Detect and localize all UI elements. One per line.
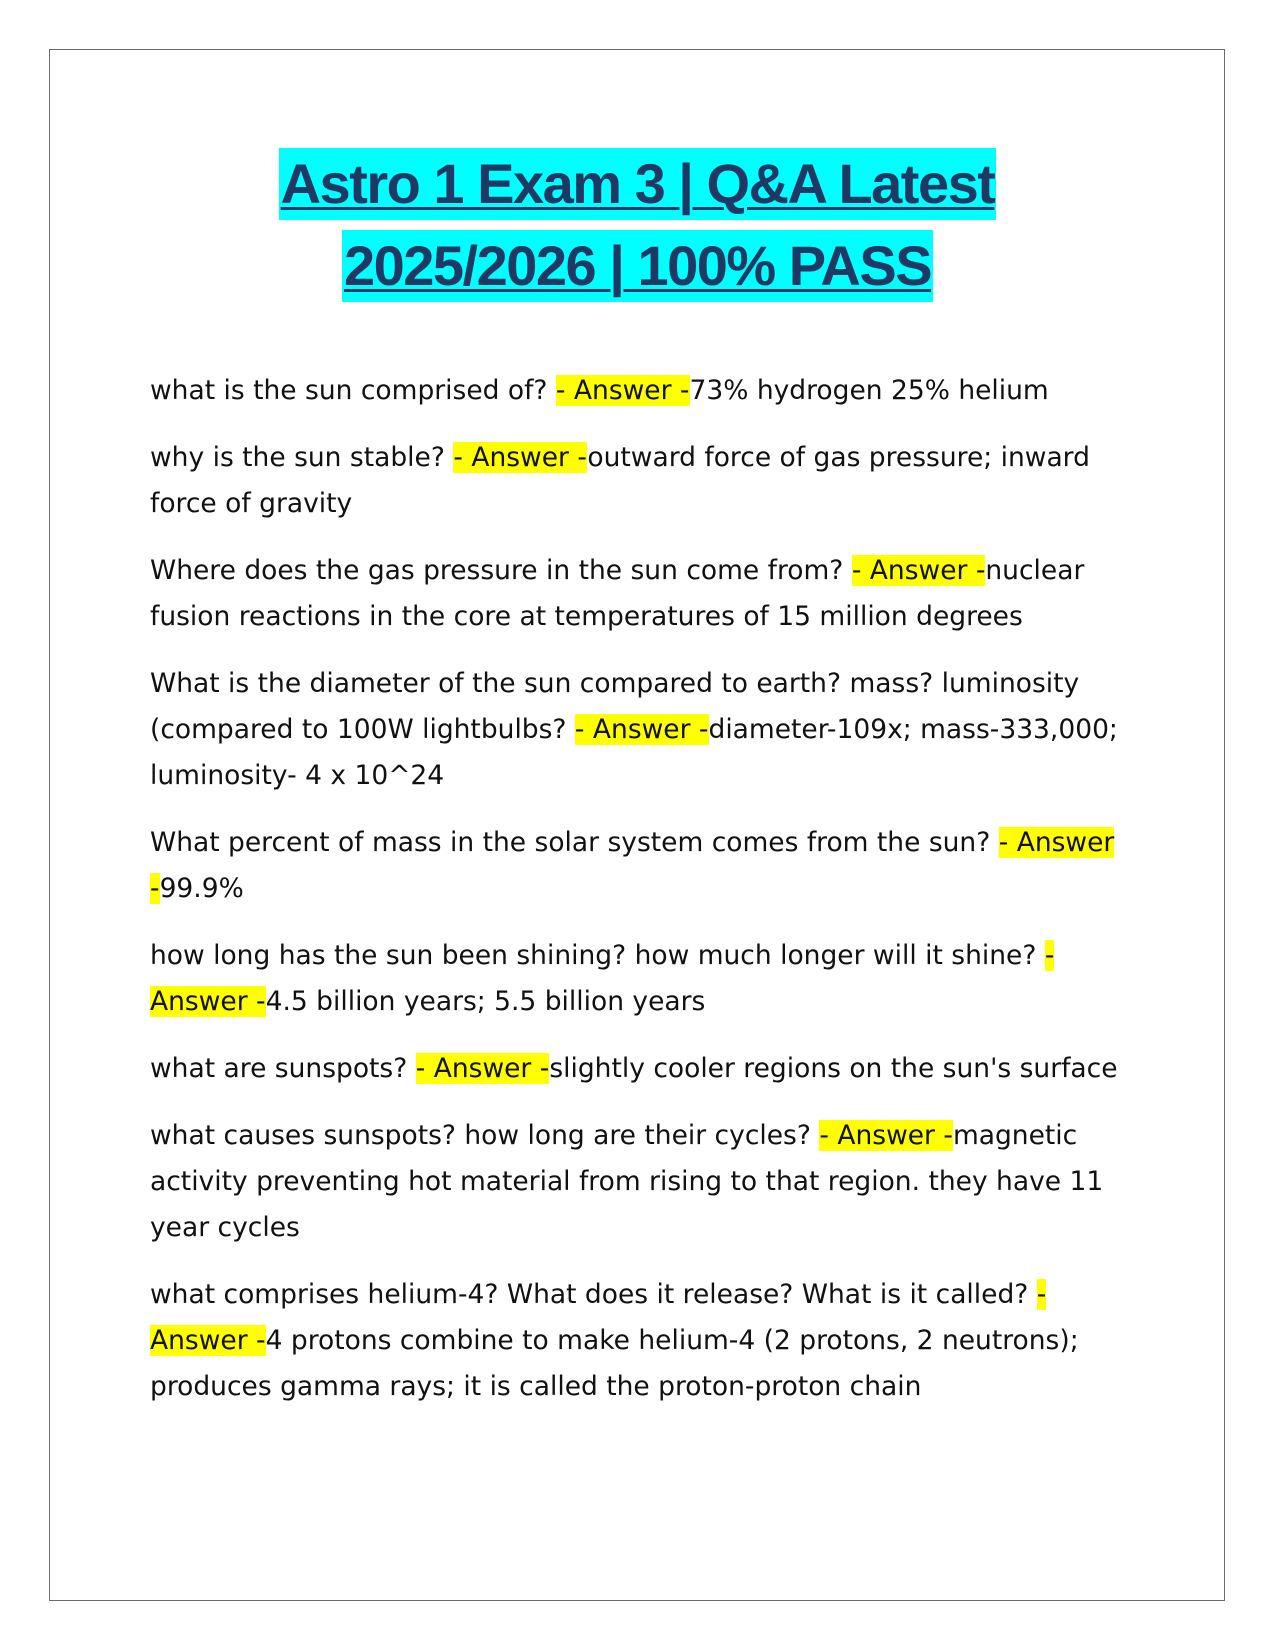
question-text: What is the diameter of the sun compared to earth? mass? luminosity (compared to 100W lightbulbs? [150, 668, 1080, 745]
answer-text: nuclear fusion reactions in the core at temperatures of 15 million degrees [150, 555, 1085, 632]
answer-marker: - Answer - [150, 827, 1115, 904]
qa-list [150, 368, 1130, 1431]
question-text: how long has the sun been shining? how much longer will it shine? [150, 940, 1045, 971]
answer-text: 4.5 billion years; 5.5 billion years [265, 986, 706, 1017]
answer-text: slightly cooler regions on the sun's surface [549, 1053, 1118, 1084]
qa-item [150, 368, 1130, 414]
title-line-1: Astro 1 Exam 3 | Q&A Latest [279, 148, 997, 220]
answer-marker: - Answer - [851, 555, 986, 586]
question-text: what is the sun comprised of? [150, 375, 556, 406]
answer-text: diameter-109x; mass-333,000; luminosity- 4 x 10^24 [150, 714, 1118, 791]
question-text: what causes sunspots? how long are their cycles? [150, 1120, 820, 1151]
answer-marker: - Answer - [150, 1279, 1047, 1356]
qa-item [150, 435, 1130, 527]
qa-item [150, 1272, 1130, 1410]
qa-item [150, 820, 1130, 912]
qa-item [150, 933, 1130, 1025]
qa-item [150, 661, 1130, 799]
answer-marker: - Answer - [819, 1120, 953, 1151]
answer-text: magnetic activity preventing hot material from rising to that region. they have 11 year cycles [150, 1120, 1104, 1243]
answer-text: outward force of gas pressure; inward force of gravity [150, 442, 1090, 519]
answer-marker: - Answer - [415, 1053, 550, 1084]
question-text: what are sunspots? [150, 1053, 416, 1084]
question-text: What percent of mass in the solar system comes from the sun? [150, 827, 999, 858]
question-text: why is the sun stable? [150, 442, 454, 473]
answer-marker: - Answer - [574, 714, 709, 745]
answer-marker: - Answer - [555, 375, 690, 406]
answer-marker: - Answer - [150, 940, 1055, 1017]
qa-item [150, 548, 1130, 640]
qa-item [150, 1113, 1130, 1251]
document-title [0, 148, 1275, 312]
qa-item [150, 1046, 1130, 1092]
question-text: Where does the gas pressure in the sun come from? [150, 555, 852, 586]
answer-text: 73% hydrogen 25% helium [689, 375, 1049, 406]
answer-text: 4 protons combine to make helium-4 (2 protons, 2 neutrons); produces gamma rays; it is called the proton-proton chain [150, 1325, 1079, 1402]
answer-text: 99.9% [159, 873, 244, 904]
answer-marker: - Answer - [453, 442, 588, 473]
question-text: what comprises helium-4? What does it release? What is it called? [150, 1279, 1037, 1310]
title-line-2: 2025/2026 | 100% PASS [342, 230, 933, 302]
